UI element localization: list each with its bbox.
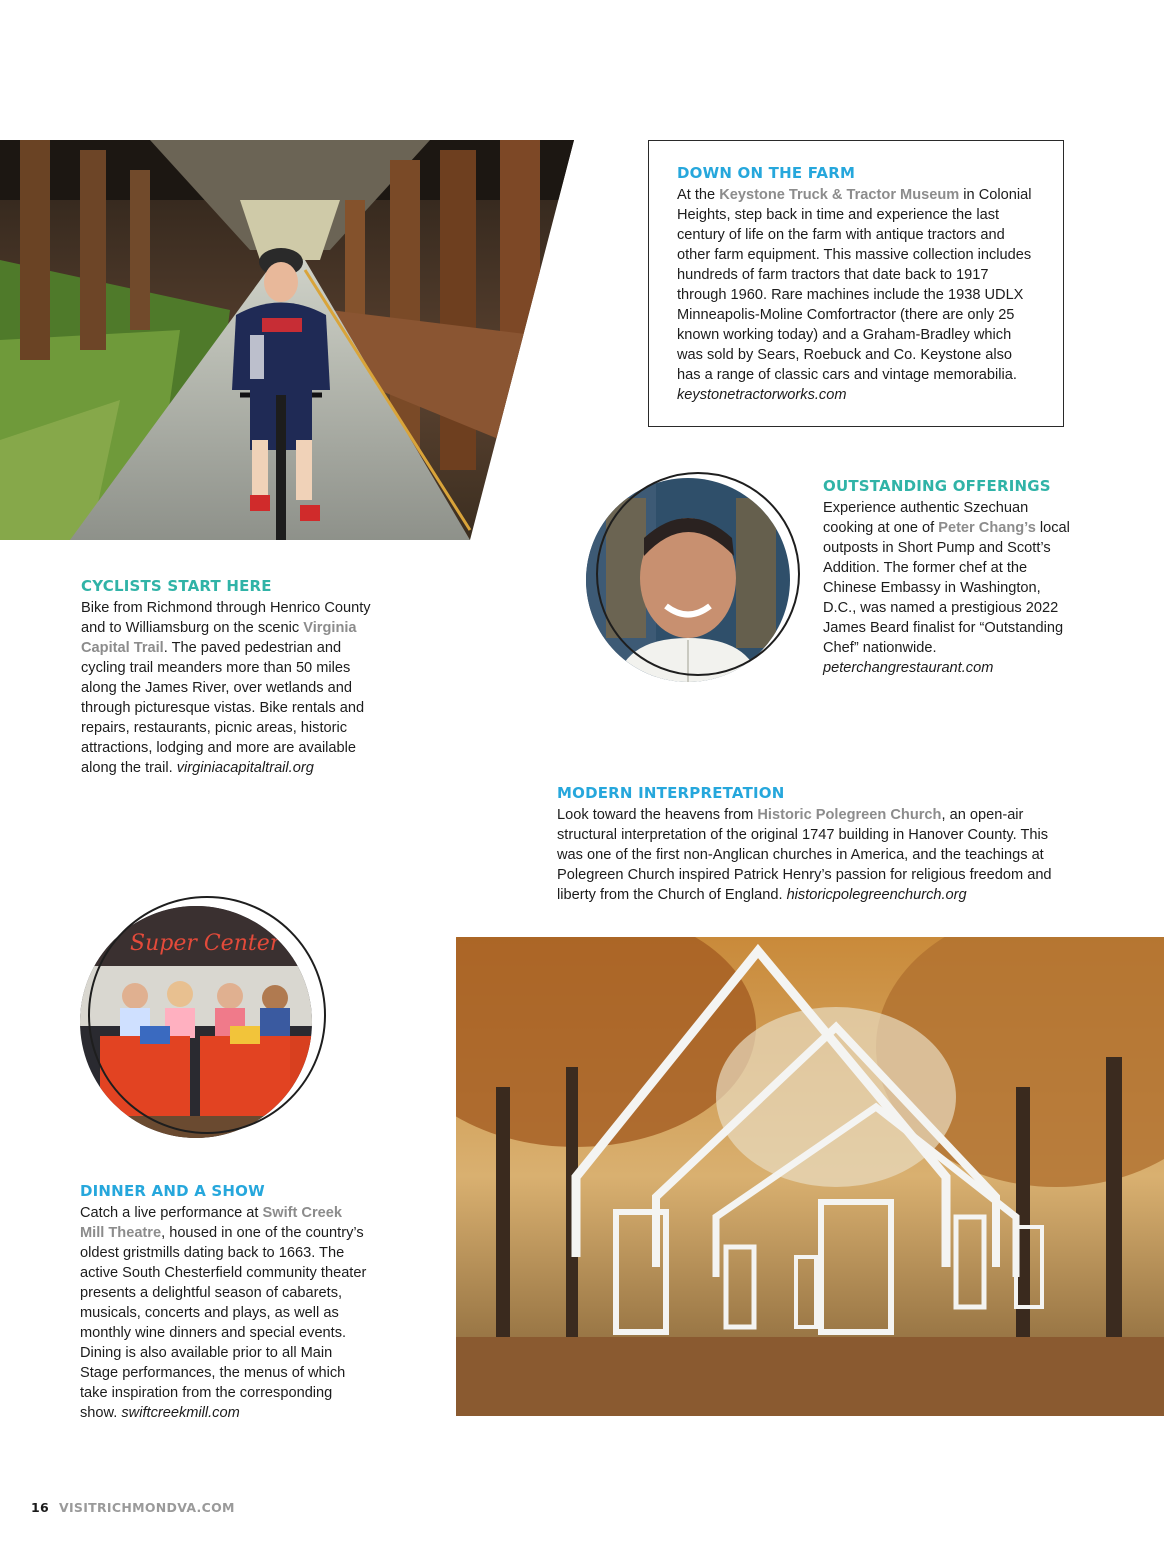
cyclists-venue-link[interactable]: Virginia Capital Trail (81, 620, 357, 656)
theatre-portrait (80, 896, 326, 1142)
offerings-body (823, 498, 1073, 678)
offerings-url[interactable]: peterchangrestaurant.com (823, 660, 994, 676)
offerings-block (823, 476, 1073, 678)
cyclist-photo-illustration (0, 140, 574, 540)
farm-title: DOWN ON THE FARM (677, 164, 856, 182)
offerings-body-text: local outposts in Short Pump and Scott’s Addition. The former chef at the Chinese Embassy in Washington, D.C., was named a prestigious 2022 James Beard finalist for “Outstanding Chef” nationwide. (823, 520, 1070, 656)
farm-venue-link[interactable]: Keystone Truck & Tractor Museum (719, 187, 960, 203)
theatre-sign-text: Super Center (130, 931, 281, 956)
farm-body (677, 185, 1037, 405)
cyclists-body-text: . The paved pedestrian and cycling trail meanders more than 50 miles along the James River, over wetlands and through picturesque vistas. Bike rentals and repairs, restaurants, picnic areas, historic attractions, lodging and more are available along the trail. (81, 640, 365, 776)
dinner-intro: Catch a live performance at (80, 1205, 263, 1221)
offerings-intro: Experience authentic Szechuan cooking at one of (823, 500, 1029, 536)
cyclists-block (81, 576, 381, 778)
cyclists-body (81, 598, 381, 778)
cyclist-photo (0, 140, 574, 540)
dinner-body-text: , housed in one of the country’s oldest gristmills dating back to 1663. The active South Chesterfield community theater presents a delightful season of cabarets, musicals, concerts and plays, as well as monthly wine dinners and special events. Dining is also available prior to all Main Stage performances, the menus of which take inspiration from the corresponding show. (80, 1225, 367, 1421)
modern-intro: Look toward the heavens from (557, 807, 758, 823)
modern-body (557, 805, 1057, 905)
cyclists-intro: Bike from Richmond through Henrico County and to Williamsburg on the scenic (81, 600, 371, 636)
offerings-venue-link[interactable]: Peter Chang’s (938, 520, 1036, 536)
chef-portrait (586, 470, 801, 680)
modern-block (557, 783, 1057, 905)
theatre-photo-ring (88, 896, 326, 1134)
church-photo (456, 937, 1164, 1416)
farm-url[interactable]: keystonetractorworks.com (677, 387, 847, 403)
cyclists-title: CYCLISTS START HERE (81, 577, 272, 595)
footer-site[interactable]: VISITRICHMONDVA.COM (59, 1500, 235, 1515)
dinner-block (80, 1181, 370, 1423)
dinner-body (80, 1203, 370, 1423)
farm-intro: At the (677, 187, 720, 203)
modern-title: MODERN INTERPRETATION (557, 784, 785, 802)
modern-url[interactable]: historicpolegreenchurch.org (786, 887, 967, 903)
dinner-url[interactable]: swiftcreekmill.com (121, 1405, 240, 1421)
offerings-title: OUTSTANDING OFFERINGS (823, 477, 1051, 495)
page-footer (31, 1500, 235, 1515)
farm-info-box (648, 140, 1064, 427)
dinner-title: DINNER AND A SHOW (80, 1182, 265, 1200)
church-illustration (456, 937, 1164, 1416)
chef-photo-ring (596, 472, 800, 676)
page-number: 16 (31, 1500, 49, 1515)
modern-venue-link[interactable]: Historic Polegreen Church (757, 807, 942, 823)
farm-body-text: in Colonial Heights, step back in time and experience the last century of life on the farm with antique tractors and other farm equipment. This massive collection includes hundreds of farm tractors that date back to 1917 through 1960. Rare machines include the 1938 UDLX Minneapolis-Moline Comfortractor (there are only 25 known working today) and a Graham-Bradley which was sold by Sears, Roebuck and Co. Keystone also has a range of classic cars and vintage memorabilia. (677, 187, 1032, 383)
dinner-venue-link[interactable]: Swift Creek Mill Theatre (80, 1205, 342, 1241)
cyclists-url[interactable]: virginiacapitaltrail.org (176, 760, 314, 776)
modern-body-text: , an open-air structural interpretation of the original 1747 building in Hanover County. This was one of the first non-Anglican churches in America, and the teachings at Polegreen Church inspired Patrick Henry’s passion for religious freedom and liberty from the Church of England. (557, 807, 1052, 903)
